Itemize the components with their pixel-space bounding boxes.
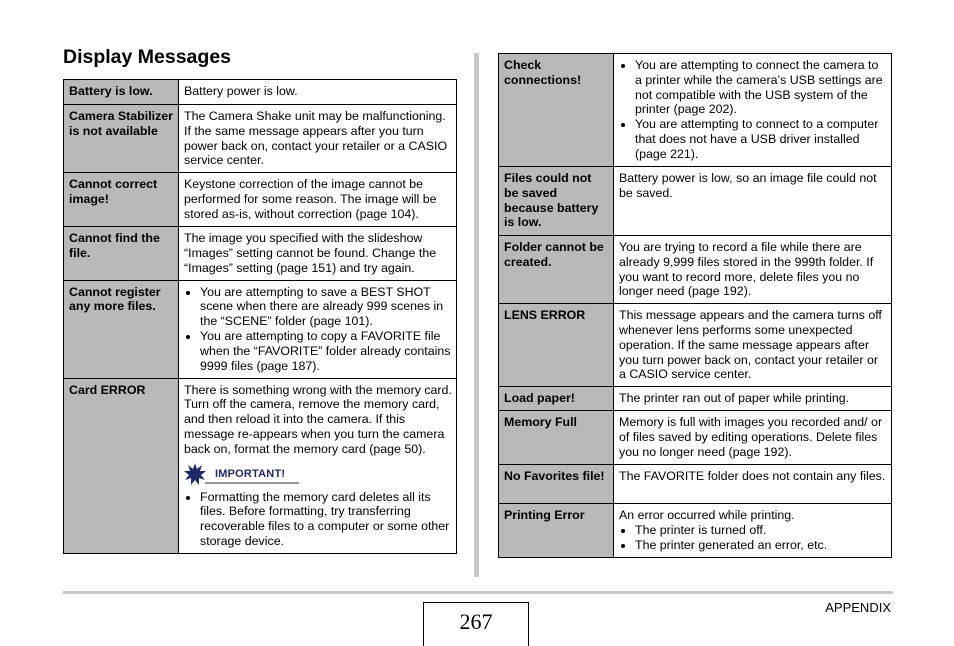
table-row xyxy=(64,80,457,105)
message-description xyxy=(614,504,892,558)
message-description: Keystone correction of the image cannot be performed for some reason. The image will be stored as-is, without correction (page 104). xyxy=(179,173,457,227)
message-key: Load paper! xyxy=(499,387,614,411)
column-divider xyxy=(474,53,479,577)
message-key: Printing Error xyxy=(499,504,614,558)
list-item: • You are attempting to connect to a computer that does not have a USB driver installed (page 221). xyxy=(635,117,887,161)
message-description: The Camera Shake unit may be malfunctioning. If the same message appears after you turn power back on, contact your retailer or a CASIO service center. xyxy=(179,105,457,173)
message-description: The image you specified with the slideshow “Images” setting cannot be found. Change the “Images” setting (page 151) and try again. xyxy=(179,227,457,280)
important-label: IMPORTANT! xyxy=(215,467,286,480)
table-row xyxy=(64,280,457,378)
message-key: Check connections! xyxy=(499,54,614,167)
left-message-table xyxy=(63,79,457,554)
message-key: Card ERROR xyxy=(64,378,179,553)
message-description: This message appears and the camera turns off whenever lens performs some unexpected operation. If the same message appears after you turn power back on, contact your retailer or a CASIO service center. xyxy=(614,304,892,387)
bullet-list xyxy=(619,523,887,553)
page-number-box xyxy=(423,602,529,646)
message-description: Memory is full with images you recorded and/ or of files saved by editing operations. Delete files you no longer need (page 192). xyxy=(614,411,892,465)
table-row xyxy=(499,304,892,387)
page-title: Display Messages xyxy=(63,46,232,68)
section-label: APPENDIX xyxy=(825,600,891,615)
message-key: Cannot correct image! xyxy=(64,173,179,227)
bullet-list xyxy=(184,490,452,549)
list-item: • The printer is turned off. xyxy=(635,523,887,538)
bullet-list xyxy=(184,285,452,374)
list-item: • Formatting the memory card deletes all its files. Before formatting, try transferring recoverable files to a computer or some other storage device. xyxy=(200,490,452,549)
table-row xyxy=(499,236,892,304)
list-item: • The printer generated an error, etc. xyxy=(635,538,887,553)
table-row xyxy=(499,387,892,411)
list-item: • You are attempting to connect the camera to a printer while the camera’s USB settings are not compatible with the USB system of the printer (page 202). xyxy=(635,58,887,117)
card-error-text: There is something wrong with the memory card. Turn off the camera, remove the memory card, and then reload it into the camera. If this message re-appears when you turn the camera back on, format the memory card (page 50). xyxy=(184,382,452,456)
message-description xyxy=(179,280,457,378)
bullet-list xyxy=(619,58,887,162)
message-description: The FAVORITE folder does not contain any files. xyxy=(614,465,892,504)
table-row xyxy=(64,173,457,227)
table-row xyxy=(499,167,892,236)
table-row xyxy=(499,54,892,167)
important-note-header xyxy=(184,467,452,487)
message-key: LENS ERROR xyxy=(499,304,614,387)
message-key: Cannot find the file. xyxy=(64,227,179,280)
message-description xyxy=(179,378,457,553)
important-underline xyxy=(205,482,299,484)
table-row xyxy=(499,504,892,558)
table-row xyxy=(499,465,892,504)
page-number: 267 xyxy=(459,609,493,634)
message-key: Battery is low. xyxy=(64,80,179,105)
table-row xyxy=(64,378,457,553)
starburst-icon xyxy=(184,463,206,485)
list-item: • You are attempting to copy a FAVORITE file when the “FAVORITE” folder already contains 9999 files (page 187). xyxy=(200,329,452,373)
table-row xyxy=(64,227,457,280)
message-description: Battery power is low. xyxy=(179,80,457,105)
table-row xyxy=(64,105,457,173)
message-key: Folder cannot be created. xyxy=(499,236,614,304)
message-description: The printer ran out of paper while printing. xyxy=(614,387,892,411)
message-key: Cannot register any more files. xyxy=(64,280,179,378)
list-item: • You are attempting to save a BEST SHOT scene when there are already 999 scenes in the “SCENE” folder (page 101). xyxy=(200,285,452,329)
footer-rule xyxy=(63,591,893,594)
message-description xyxy=(614,54,892,167)
printing-error-text: An error occurred while printing. xyxy=(619,508,795,523)
message-key: Camera Stabilizer is not available xyxy=(64,105,179,173)
message-key: Memory Full xyxy=(499,411,614,465)
message-description: Battery power is low, so an image file could not be saved. xyxy=(614,167,892,236)
table-row xyxy=(499,411,892,465)
message-key: No Favorites file! xyxy=(499,465,614,504)
right-message-table xyxy=(498,53,892,558)
message-description: You are trying to record a file while there are already 9,999 files stored in the 999th folder. If you want to record more, delete files you no longer need (page 192). xyxy=(614,236,892,304)
message-key: Files could not be saved because battery is low. xyxy=(499,167,614,236)
